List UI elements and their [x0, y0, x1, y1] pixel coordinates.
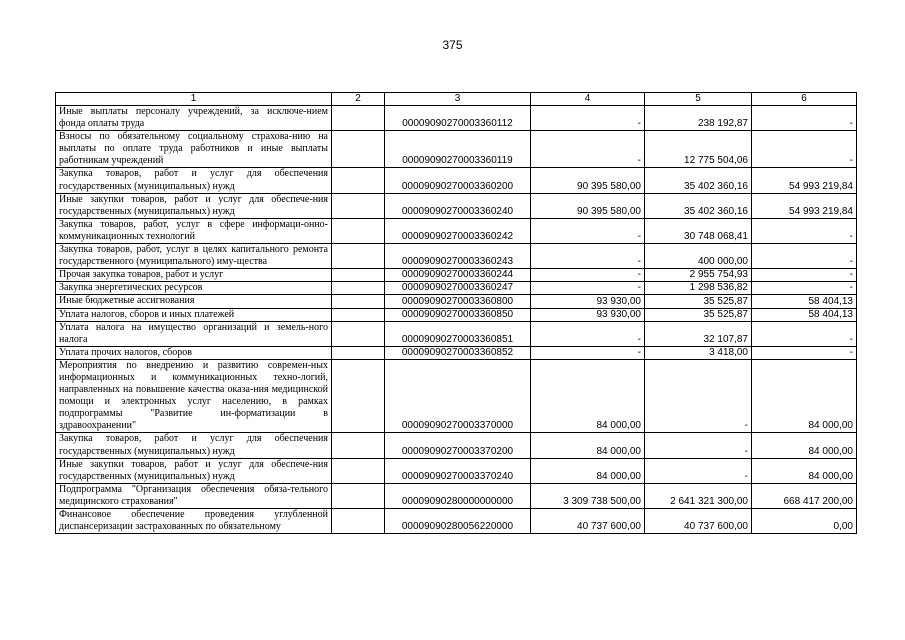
- row-code: 00009090270003360244: [385, 269, 531, 282]
- row-col2: [332, 193, 385, 218]
- table-row: [56, 509, 857, 534]
- column-header-1: 1: [56, 93, 332, 106]
- row-name: Финансовое обеспечение проведения углубленной диспансеризации застрахованных по обязательному: [56, 509, 332, 534]
- row-col5: -: [645, 359, 752, 433]
- row-col2: [332, 282, 385, 295]
- row-name: Уплата налога на имущество организаций и земель-ного налога: [56, 321, 332, 346]
- column-header-4: 4: [531, 93, 645, 106]
- row-code: 00009090270003360851: [385, 321, 531, 346]
- table-row: [56, 295, 857, 308]
- row-col2: [332, 295, 385, 308]
- table-row: [56, 244, 857, 269]
- row-code: 00009090270003360247: [385, 282, 531, 295]
- row-col5: 3 418,00: [645, 346, 752, 359]
- row-col6: -: [752, 218, 857, 243]
- row-col6: 668 417 200,00: [752, 483, 857, 508]
- row-col4: 90 395 580,00: [531, 168, 645, 193]
- row-col2: [332, 433, 385, 458]
- row-name: Иные закупки товаров, работ и услуг для обеспече-ния государственных (муниципальных) нужд: [56, 193, 332, 218]
- row-col4: 3 309 738 500,00: [531, 483, 645, 508]
- row-col2: [332, 509, 385, 534]
- row-name: Подпрограмма "Организация обеспечения обяза-тельного медицинского страхования": [56, 483, 332, 508]
- table-row: [56, 269, 857, 282]
- row-code: 00009090270003370240: [385, 458, 531, 483]
- table-row: [56, 131, 857, 168]
- row-col4: 90 395 580,00: [531, 193, 645, 218]
- row-col5: 35 525,87: [645, 295, 752, 308]
- row-col4: 84 000,00: [531, 433, 645, 458]
- column-header-3: 3: [385, 93, 531, 106]
- row-name: Закупка товаров, работ, услуг в сфере информаци-онно-коммуникационных технологий: [56, 218, 332, 243]
- row-col6: 84 000,00: [752, 359, 857, 433]
- budget-table: [55, 92, 857, 534]
- table-row: [56, 321, 857, 346]
- row-name: Закупка товаров, работ, услуг в целях капитального ремонта государственного (муниципального) иму-щества: [56, 244, 332, 269]
- row-col2: [332, 218, 385, 243]
- row-code: 00009090270003360119: [385, 131, 531, 168]
- row-col2: [332, 483, 385, 508]
- row-name: Закупка товаров, работ и услуг для обеспечения государственных (муниципальных) нужд: [56, 433, 332, 458]
- row-col2: [332, 168, 385, 193]
- row-code: 00009090270003360852: [385, 346, 531, 359]
- row-name: Взносы по обязательному социальному страхова-нию на выплаты по оплате труда работников и иные выплаты работникам учреждений: [56, 131, 332, 168]
- row-code: 00009090270003360242: [385, 218, 531, 243]
- row-col4: 84 000,00: [531, 359, 645, 433]
- table-row: [56, 359, 857, 433]
- row-col6: 54 993 219,84: [752, 193, 857, 218]
- table-row: [56, 168, 857, 193]
- row-code: 00009090270003360112: [385, 106, 531, 131]
- row-col5: 2 955 754,93: [645, 269, 752, 282]
- row-col4: -: [531, 218, 645, 243]
- column-header-6: 6: [752, 93, 857, 106]
- row-code: 00009090280056220000: [385, 509, 531, 534]
- table-row: [56, 458, 857, 483]
- table-row: [56, 106, 857, 131]
- row-code: 00009090270003370000: [385, 359, 531, 433]
- row-col2: [332, 269, 385, 282]
- row-code: 00009090270003360240: [385, 193, 531, 218]
- row-col4: -: [531, 244, 645, 269]
- row-col4: -: [531, 106, 645, 131]
- row-col5: 2 641 321 300,00: [645, 483, 752, 508]
- row-col6: 84 000,00: [752, 433, 857, 458]
- row-col6: 0,00: [752, 509, 857, 534]
- row-code: 00009090280000000000: [385, 483, 531, 508]
- table-row: [56, 308, 857, 321]
- row-col5: 238 192,87: [645, 106, 752, 131]
- row-col5: 400 000,00: [645, 244, 752, 269]
- row-col2: [332, 458, 385, 483]
- row-code: 00009090270003370200: [385, 433, 531, 458]
- table-row: [56, 193, 857, 218]
- row-col5: 1 298 536,82: [645, 282, 752, 295]
- table-row: [56, 483, 857, 508]
- row-col5: 32 107,87: [645, 321, 752, 346]
- row-col6: -: [752, 106, 857, 131]
- row-col6: -: [752, 244, 857, 269]
- row-col6: -: [752, 321, 857, 346]
- row-col4: -: [531, 346, 645, 359]
- row-name: Уплата налогов, сборов и иных платежей: [56, 308, 332, 321]
- row-col5: -: [645, 458, 752, 483]
- row-col2: [332, 346, 385, 359]
- row-code: 00009090270003360200: [385, 168, 531, 193]
- row-col6: -: [752, 269, 857, 282]
- row-col5: 40 737 600,00: [645, 509, 752, 534]
- row-name: Закупка товаров, работ и услуг для обеспечения государственных (муниципальных) нужд: [56, 168, 332, 193]
- row-col6: 54 993 219,84: [752, 168, 857, 193]
- column-header-2: 2: [332, 93, 385, 106]
- table-row: [56, 433, 857, 458]
- table-row: [56, 282, 857, 295]
- row-col5: 35 402 360,16: [645, 168, 752, 193]
- row-col6: 58 404,13: [752, 295, 857, 308]
- column-header-5: 5: [645, 93, 752, 106]
- table-header-row: [56, 93, 857, 106]
- row-col4: -: [531, 321, 645, 346]
- row-col2: [332, 131, 385, 168]
- row-col6: 84 000,00: [752, 458, 857, 483]
- row-col2: [332, 359, 385, 433]
- row-col5: 35 402 360,16: [645, 193, 752, 218]
- row-code: 00009090270003360243: [385, 244, 531, 269]
- row-name: Прочая закупка товаров, работ и услуг: [56, 269, 332, 282]
- row-col4: -: [531, 131, 645, 168]
- row-col2: [332, 244, 385, 269]
- row-col4: 93 930,00: [531, 295, 645, 308]
- row-col6: -: [752, 131, 857, 168]
- row-col4: 93 930,00: [531, 308, 645, 321]
- row-col2: [332, 321, 385, 346]
- row-col6: -: [752, 282, 857, 295]
- row-col5: 12 775 504,06: [645, 131, 752, 168]
- table-row: [56, 218, 857, 243]
- row-name: Иные закупки товаров, работ и услуг для обеспече-ния государственных (муниципальных) нужд: [56, 458, 332, 483]
- row-col2: [332, 308, 385, 321]
- row-col6: 58 404,13: [752, 308, 857, 321]
- row-name: Закупка энергетических ресурсов: [56, 282, 332, 295]
- row-col4: -: [531, 282, 645, 295]
- row-col6: -: [752, 346, 857, 359]
- row-code: 00009090270003360800: [385, 295, 531, 308]
- row-name: Уплата прочих налогов, сборов: [56, 346, 332, 359]
- row-col5: -: [645, 433, 752, 458]
- row-col4: 84 000,00: [531, 458, 645, 483]
- row-col4: -: [531, 269, 645, 282]
- row-col5: 30 748 068,41: [645, 218, 752, 243]
- row-col5: 35 525,87: [645, 308, 752, 321]
- row-name: Иные бюджетные ассигнования: [56, 295, 332, 308]
- row-name: Мероприятия по внедрению и развитию современ-ных информационных и коммуникационных техно-логий, направленных на повышение качества оказа-ния медицинской помощи и электронных услуг населению, в рамках подпрограммы "Развитие ин-форматизации в здравоохранении": [56, 359, 332, 433]
- row-name: Иные выплаты персоналу учреждений, за исключе-нием фонда оплаты труда: [56, 106, 332, 131]
- page-number: 375: [442, 38, 463, 52]
- row-col4: 40 737 600,00: [531, 509, 645, 534]
- table-row: [56, 346, 857, 359]
- row-col2: [332, 106, 385, 131]
- row-code: 00009090270003360850: [385, 308, 531, 321]
